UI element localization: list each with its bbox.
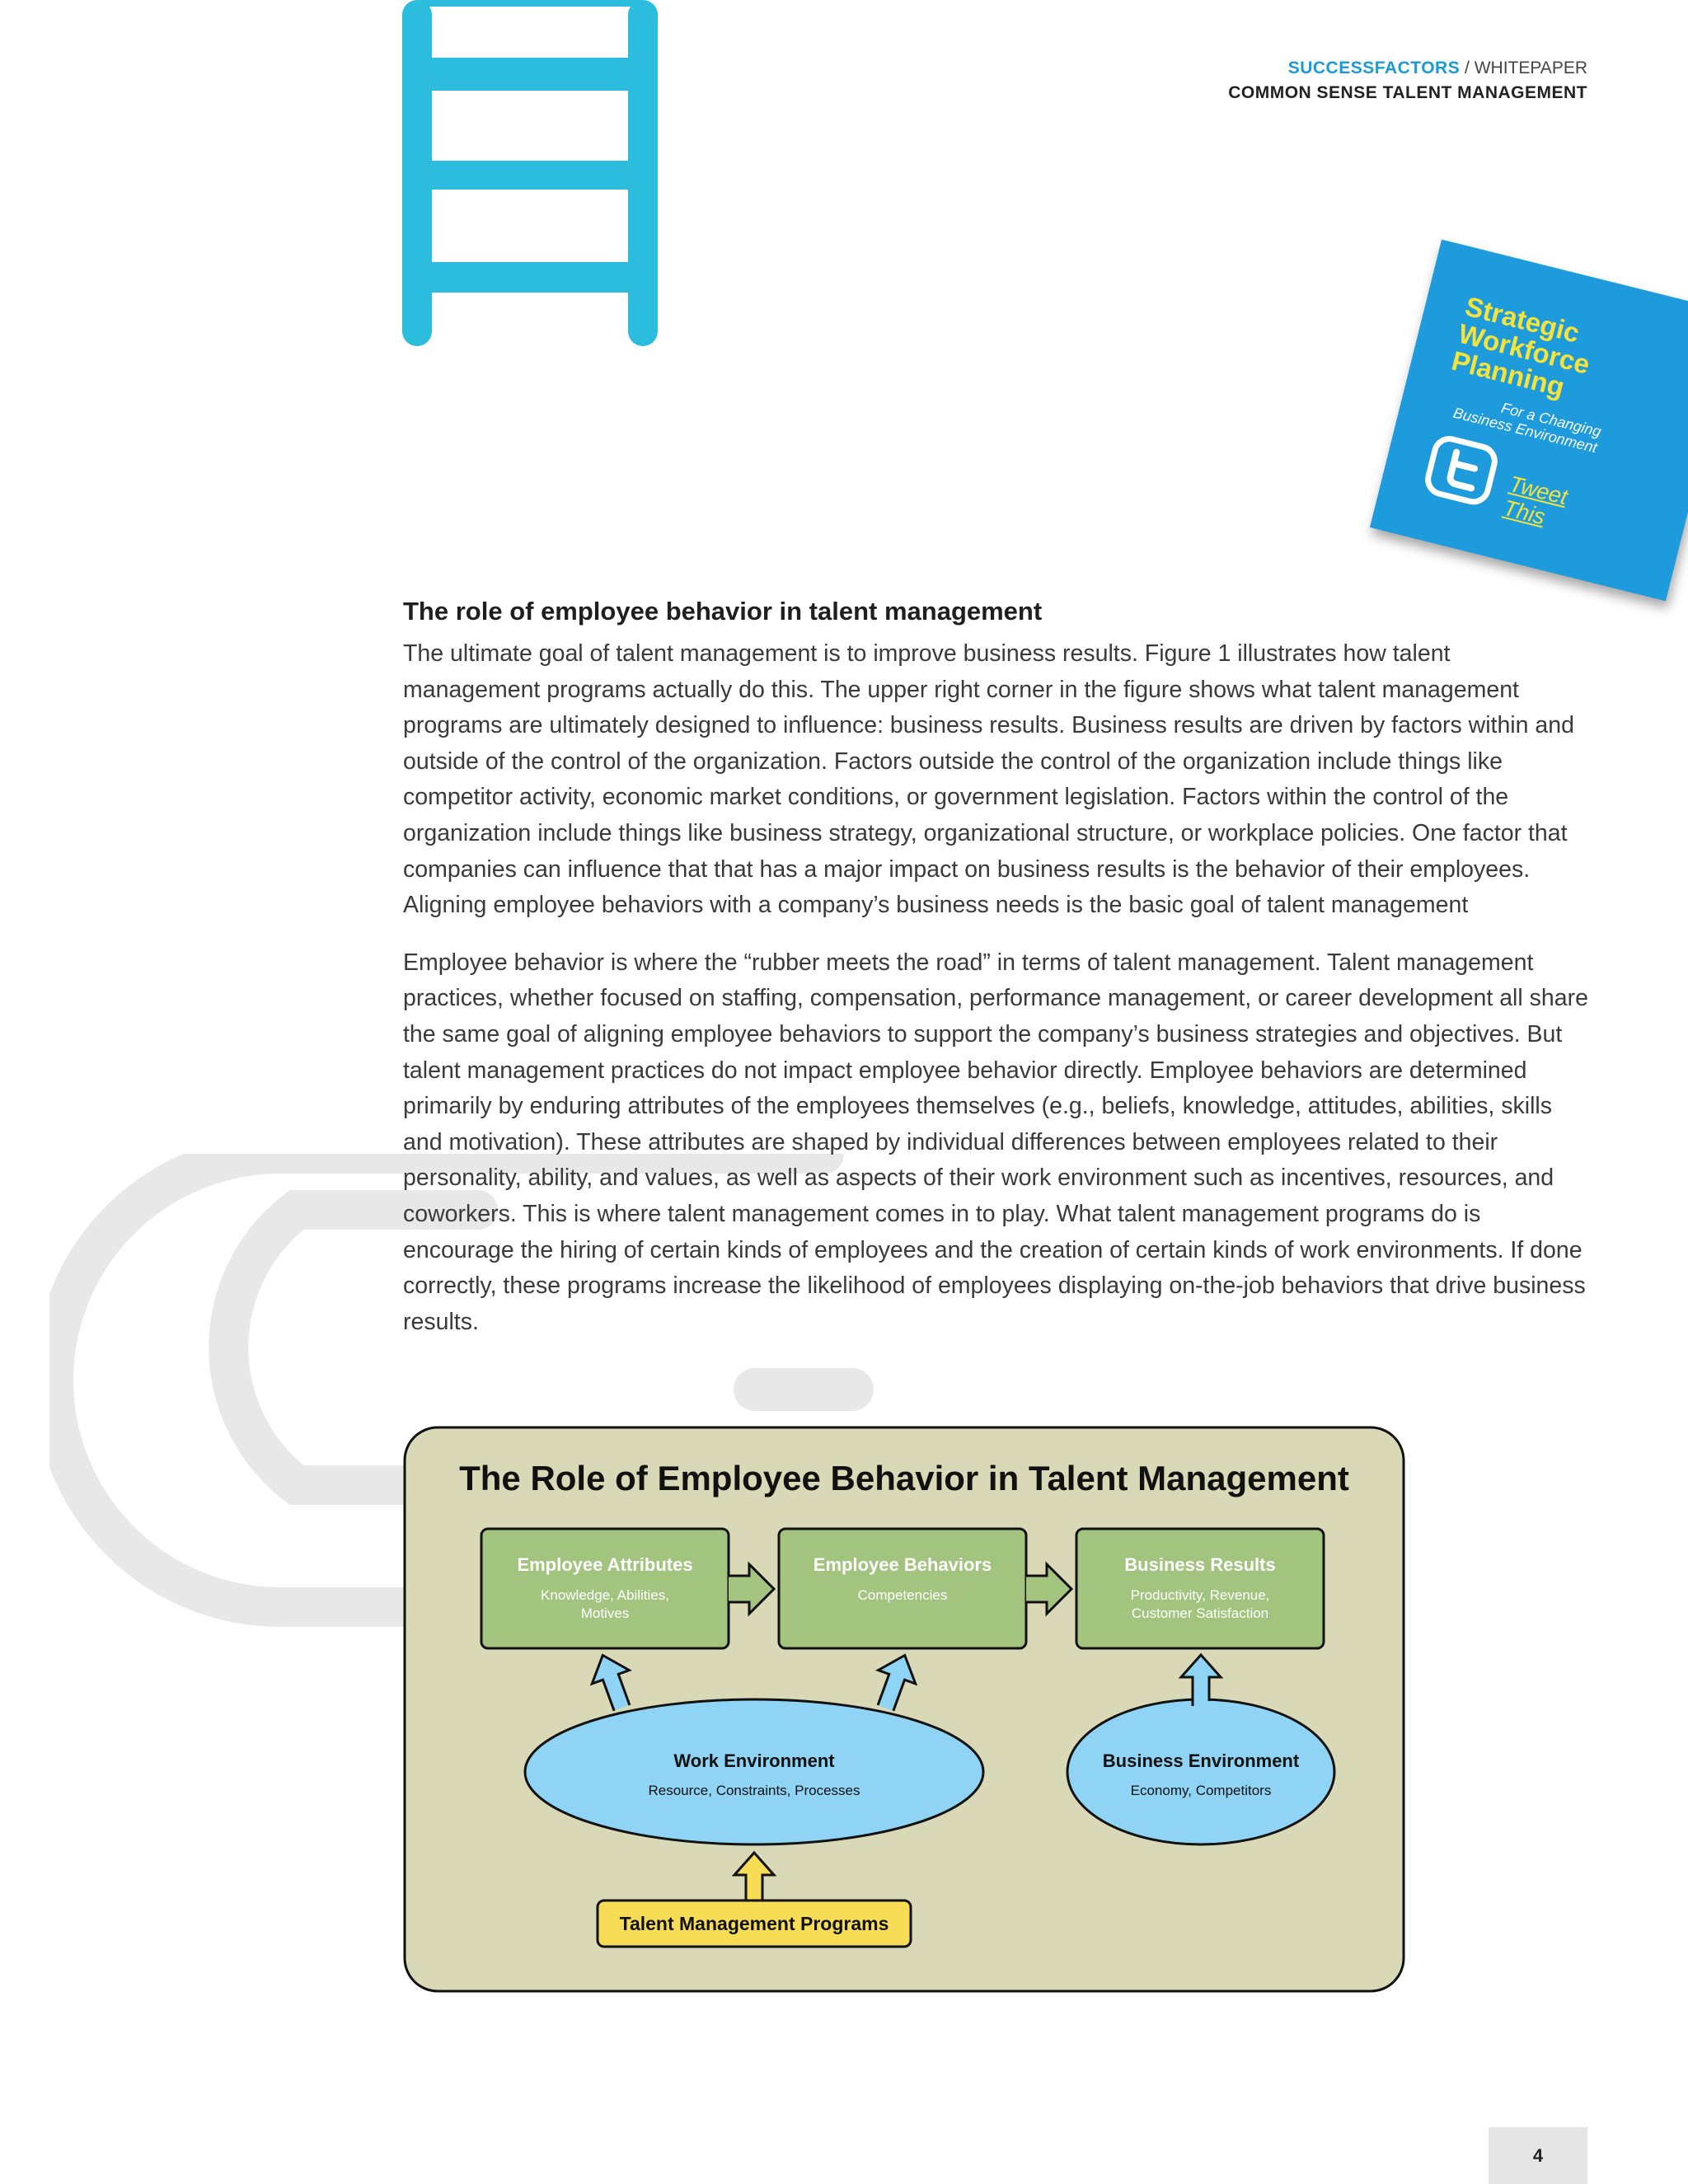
box-employee-behaviors	[779, 1529, 1026, 1648]
box-title: Employee Behaviors	[813, 1554, 992, 1575]
promo-subtitle: For a Changing Business Environment	[1451, 399, 1603, 457]
ellipse-business-environment	[1067, 1699, 1334, 1844]
diagram-svg	[403, 1426, 1405, 1993]
box-line: Knowledge, Abilities,	[541, 1587, 669, 1603]
box-line: Competencies	[857, 1587, 948, 1603]
ladder-graphic	[402, 0, 658, 359]
doc-type: / WHITEPAPER	[1460, 59, 1587, 77]
section-heading: The role of employee behavior in talent management	[403, 597, 1043, 626]
page-number: 4	[1489, 2127, 1587, 2184]
box-line: Motives	[580, 1605, 630, 1621]
promo-title: Strategic Workforce Planning	[1448, 290, 1593, 403]
box-business-results	[1076, 1529, 1324, 1648]
doc-title: COMMON SENSE TALENT MANAGEMENT	[1228, 83, 1587, 102]
box-line: Productivity, Revenue,	[1130, 1587, 1270, 1603]
box-talent-management-programs	[598, 1900, 911, 1947]
twitter-icon[interactable]	[1421, 432, 1502, 509]
box-line: Customer Satisfaction	[1131, 1605, 1269, 1621]
ellipse-sub: Resource, Constraints, Processes	[648, 1783, 860, 1798]
main-content	[403, 593, 1590, 1361]
tweet-promo-card[interactable]	[1370, 240, 1688, 602]
ellipse-work-environment	[525, 1699, 983, 1844]
tweet-this-link[interactable]: Tweet This	[1501, 471, 1570, 530]
programs-label: Talent Management Programs	[619, 1913, 889, 1934]
body-paragraph: The ultimate goal of talent management is to improve business results. Figure 1 illustrates how talent management programs actually do this. The upper right corner in the figure shows what talent management programs are ultimately designed to influence: business results. Business results are driven by factors within and outside of the control of the organization. Factors outside the control of the organization include things like competitor activity, economic market conditions, or government legislation. Factors within the control of the organization include things like business strategy, organizational structure, or workplace policies. One factor that companies can influence that that has a major impact on business results is the behavior of their employees. Aligning employee behaviors with a company’s business needs is the basic goal of talent management	[403, 640, 1574, 919]
box-employee-attributes	[481, 1529, 729, 1648]
box-title: Employee Attributes	[517, 1554, 693, 1575]
ellipse-title: Business Environment	[1102, 1750, 1300, 1771]
diagram-title: The Role of Employee Behavior in Talent Management	[459, 1459, 1349, 1497]
document-header	[1228, 56, 1587, 105]
body-paragraph: Employee behavior is where the “rubber meets the road” in terms of talent management. Talent management practices, whether focused on staffing, compensation, performance management, or career development all share the same goal of aligning employee behaviors to support the company’s business strategies and objectives. But talent management practices do not impact employee behavior directly. Employee behaviors are determined primarily by enduring attributes of the employees themselves (e.g., beliefs, knowledge, attitudes, abilities, skills and motivation). These attributes are shaped by individual differences between employees related to their personality, ability, and values, as well as aspects of their work environment such as incentives, resources, and coworkers. This is where talent management comes in to play. What talent management programs do is encourage the hiring of certain kinds of employees and the creation of certain kinds of work environments. If done correctly, these programs increase the likelihood of employees displaying on-the-job behaviors that drive business results.	[403, 949, 1588, 1335]
ellipse-title: Work Environment	[673, 1750, 835, 1771]
brand-name: SUCCESSFACTORS	[1287, 59, 1461, 77]
box-title: Business Results	[1124, 1554, 1276, 1575]
figure-talent-management	[403, 1426, 1405, 1993]
ellipse-sub: Economy, Competitors	[1130, 1783, 1272, 1798]
